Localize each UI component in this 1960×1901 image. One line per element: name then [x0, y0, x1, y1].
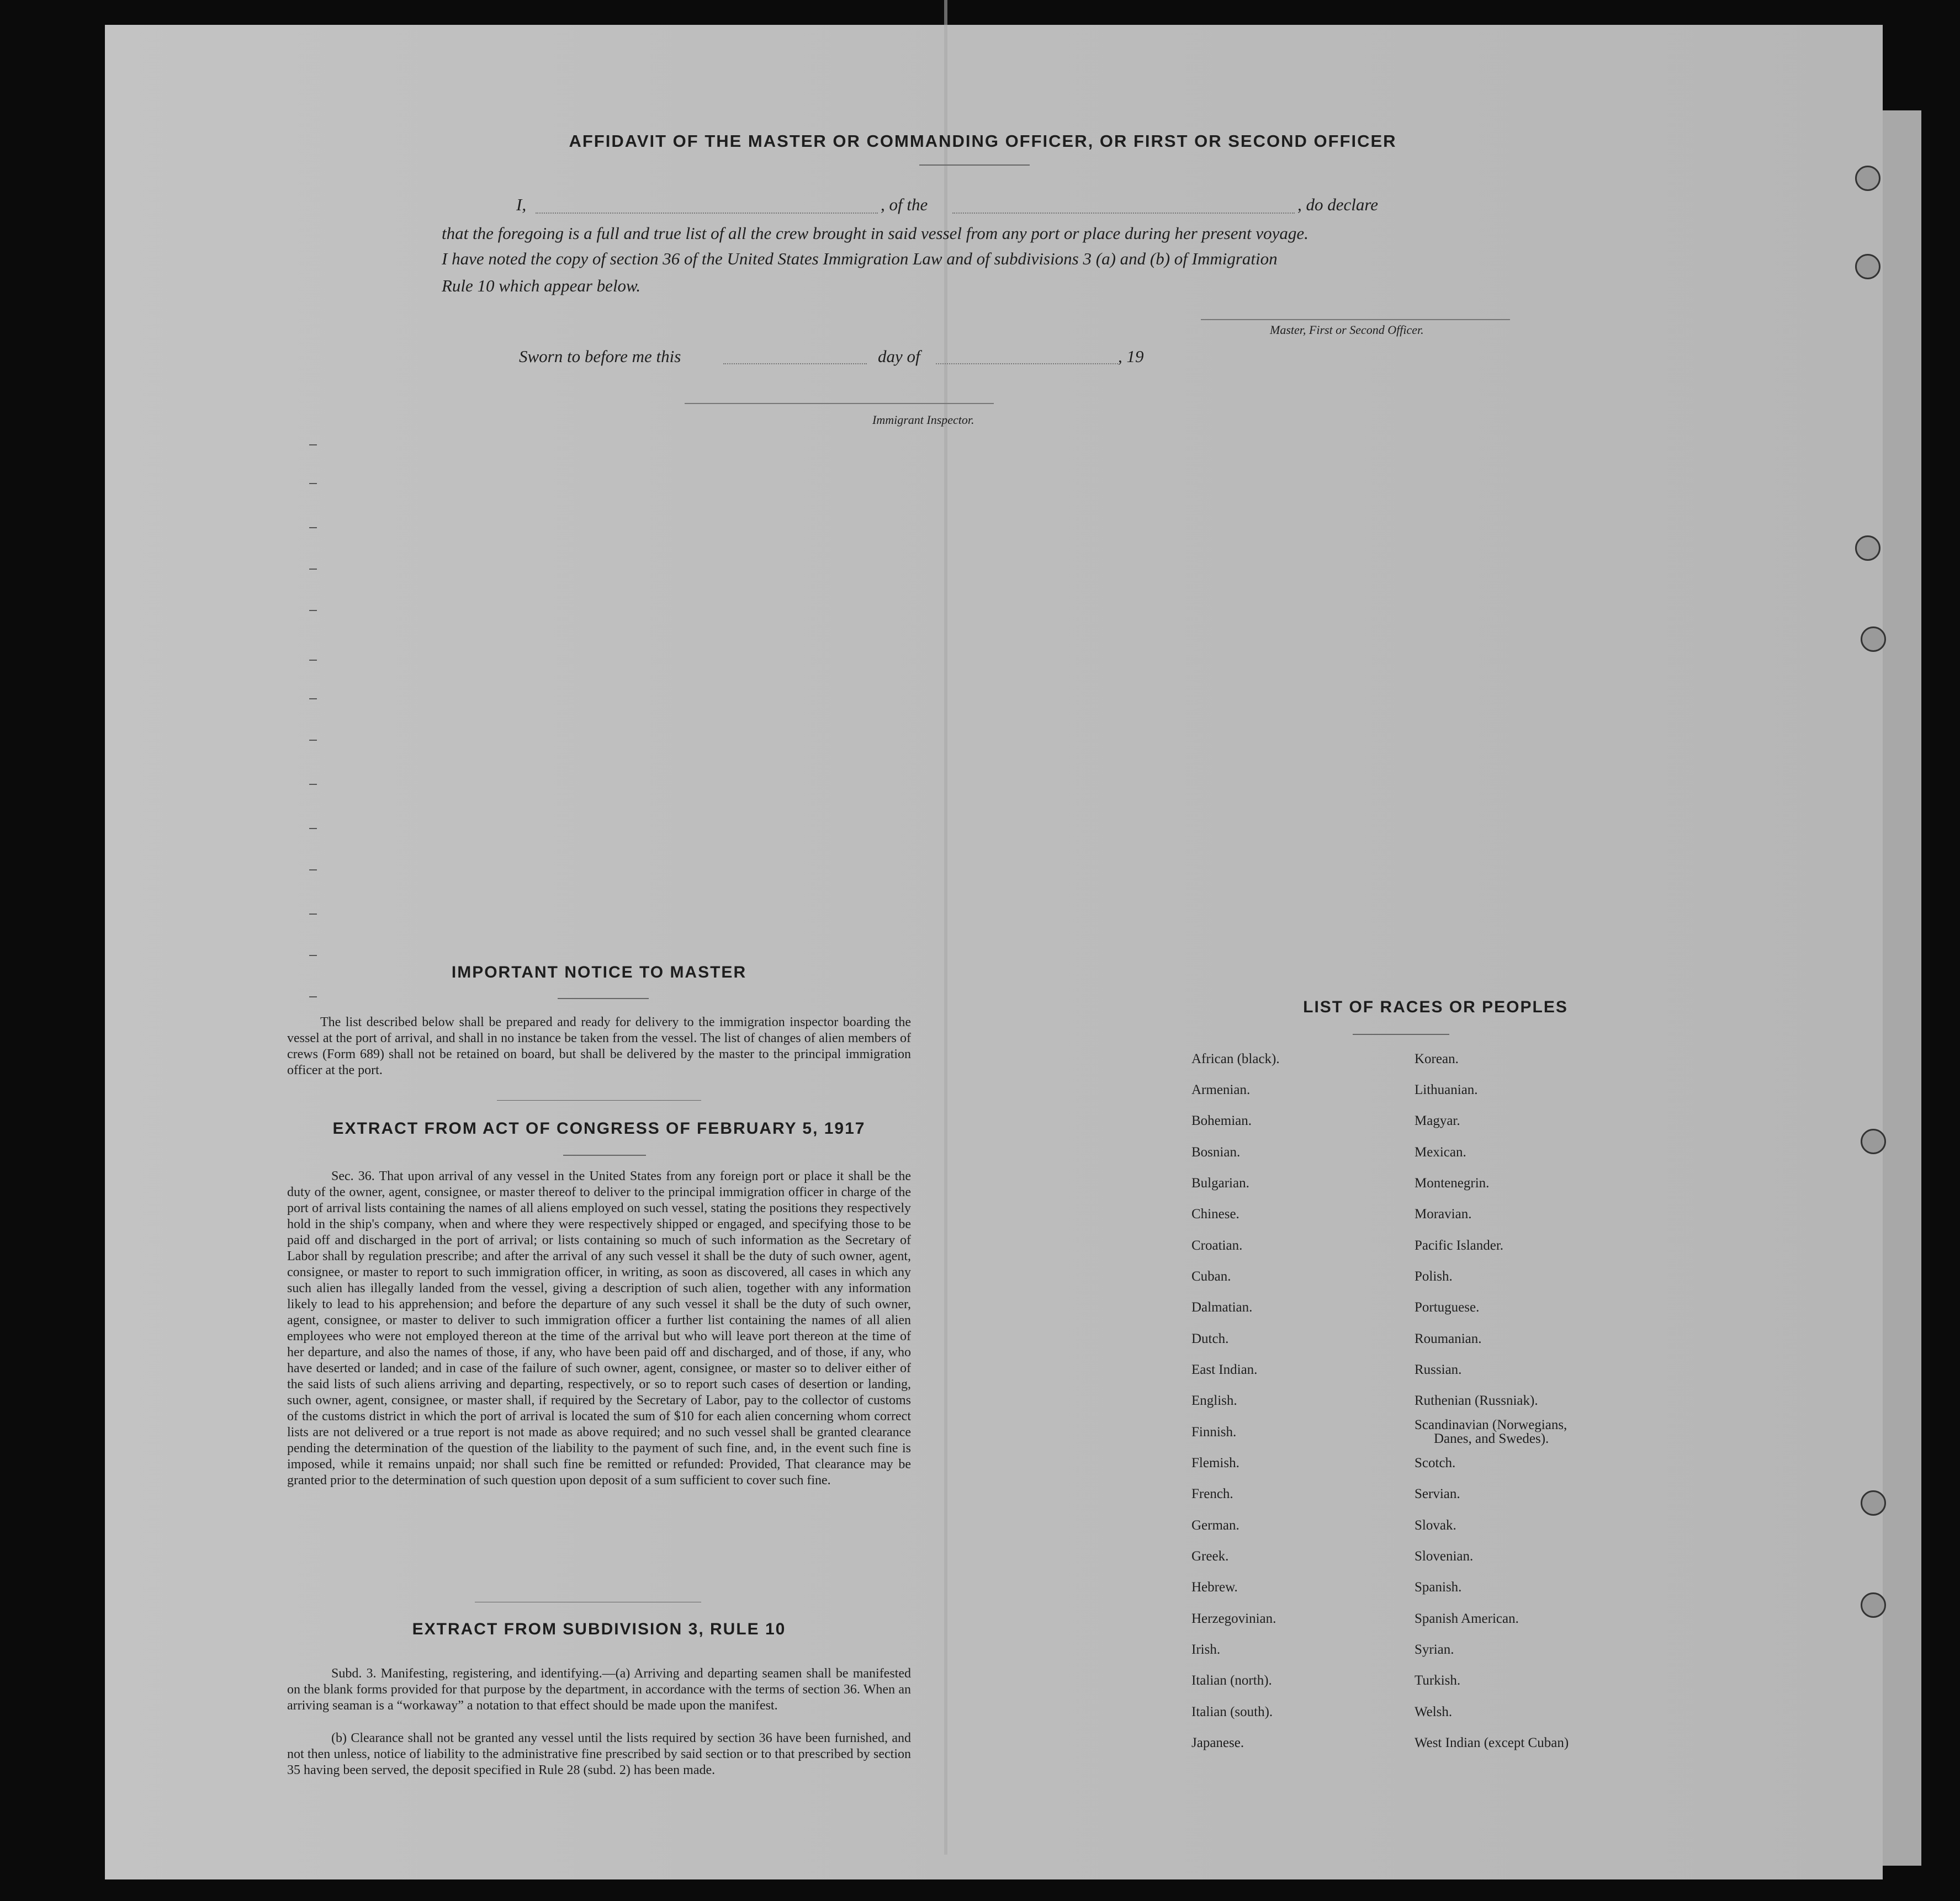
notice-title-underline — [558, 998, 649, 999]
race-item: Polish. — [1415, 1269, 1453, 1284]
act-extract-body: Sec. 36. That upon arrival of any vessel in the United States from any foreign port or place it shall be the duty of the owner, agent, consignee, or master thereof to deliver to the principal immigration officer in charge of the port of arrival lists containing the names of all aliens employed on such vessel, stating the positions they respectively hold in the ship's company, when and where they were respectively shipped or engaged, and specifying those to be paid off and discharged in the port of arrival; or lists containing so much of such information as the Secretary of Labor shall by regulation prescribe; and after the arrival of any such vessel it shall be the duty of such owner, agent, consignee, or master to report to such immigration officer, in writing, as soon as discovered, all cases in which any such alien has illegally landed from the vessel, giving a description of such alien, together with any information likely to lead to his apprehension; and before the departure of any such vessel it shall be the duty of such owner, agent, consignee, or master to deliver to such immigration officer a further list containing the names of all alien employees who were not employed thereon at the time of the arrival but who will leave port thereon at the time of her departure, and also the names of those, if any, who have been paid off and discharged, and of those, if any, who have deserted or landed; and in case of the failure of such owner, agent, consignee, or master so to deliver either of the said lists of such aliens arriving and departing, respectively, or so to report such cases of desertion or landing, such owner, agent, consignee, or master shall, if required by the Secretary of Labor, pay to the collector of customs of the customs district in which the port of arrival is located the sum of $10 for each alien concerning whom correct lists are not delivered or a true report is not made as above required; and no such vessel shall be granted clearance pending the determination of the question of the liability to the payment of such fine, and, in the event such fine is imposed, while it remains unpaid; nor shall such fine be remitted or refunded: Provided, That clearance may be granted prior to the determination of such question upon deposit of a sum sufficient to cover such fine. — [287, 1169, 911, 1488]
binder-clip — [1861, 626, 1886, 652]
race-item: Dutch. — [1191, 1331, 1229, 1346]
race-item: Turkish. — [1415, 1673, 1461, 1688]
affidavit-line-4: Rule 10 which appear below. — [442, 276, 641, 295]
race-item-continuation: Danes, and Swedes). — [1434, 1431, 1549, 1446]
i-label: I, — [516, 195, 527, 214]
affidavit-line-1 — [442, 190, 1546, 219]
sworn-line — [442, 342, 1215, 371]
race-item: Scandinavian (Norwegians, — [1415, 1417, 1567, 1432]
race-item: Hebrew. — [1191, 1580, 1238, 1595]
race-item: Spanish. — [1415, 1580, 1462, 1595]
race-item: Irish. — [1191, 1642, 1221, 1657]
race-item: Spanish American. — [1415, 1611, 1519, 1626]
race-item: Moravian. — [1415, 1207, 1472, 1222]
rule-extract-para-b: (b) Clearance shall not be granted any vessel until the lists required by section 36 have been furnished, and not then unless, notice of liability to the administrative fine prescribed by said section or to that prescribed by section 35 having been served, the deposit specified in Rule 28 (subd. 2) has been made. — [287, 1731, 911, 1777]
margin-tick — [309, 784, 317, 785]
sworn-day-field[interactable] — [723, 363, 867, 364]
margin-tick — [309, 527, 317, 528]
margin-tick — [309, 483, 317, 484]
margin-tick — [309, 444, 317, 445]
sworn-label: Sworn to before me this — [519, 347, 681, 366]
race-item: Servian. — [1415, 1486, 1460, 1501]
underlying-page-edge — [1883, 110, 1921, 1866]
rule-extract-title: EXTRACT FROM SUBDIVISION 3, RULE 10 — [412, 1620, 786, 1638]
race-item: Korean. — [1415, 1052, 1459, 1066]
binder-clip — [1855, 254, 1880, 279]
signature-line[interactable] — [1201, 319, 1510, 320]
affidavit-line-2: that the foregoing is a full and true list of all the crew brought in said vessel from any port or place during her present voyage. — [442, 224, 1309, 243]
race-item: Syrian. — [1415, 1642, 1454, 1657]
document-page — [105, 25, 1883, 1879]
binder-clip — [1855, 166, 1880, 191]
inspector-signature-line[interactable] — [685, 403, 994, 404]
race-item: Japanese. — [1191, 1735, 1244, 1750]
race-item: Bohemian. — [1191, 1113, 1252, 1128]
act-extract-title: EXTRACT FROM ACT OF CONGRESS OF FEBRUARY 5, 1917 — [332, 1119, 866, 1138]
race-item: German. — [1191, 1518, 1239, 1533]
race-item: Herzegovinian. — [1191, 1611, 1276, 1626]
officer-name-field[interactable] — [536, 213, 878, 214]
binder-clip — [1855, 535, 1880, 561]
race-item: Montenegrin. — [1415, 1176, 1490, 1191]
race-item: Lithuanian. — [1415, 1082, 1478, 1097]
of-the-label: , of the — [881, 195, 928, 214]
race-item: Portuguese. — [1415, 1300, 1480, 1315]
rule-extract-para-a: Subd. 3. Manifesting, registering, and identifying.—(a) Arriving and departing seamen shall be manifested on the blank forms provided for that purpose by the department, in accordance with the terms of section 36. When an arriving seaman is a “workaway” a notation to that effect should be made upon the manifest. — [287, 1666, 911, 1713]
race-item: French. — [1191, 1486, 1233, 1501]
race-item: Armenian. — [1191, 1082, 1251, 1097]
margin-tick — [309, 569, 317, 570]
race-item: Bosnian. — [1191, 1145, 1241, 1160]
notice-body: The list described below shall be prepared and ready for delivery to the immigration inspector boarding the vessel at the port of arrival, and shall in no instance be taken from the vessel. The list of changes of alien members of crews (Form 689) shall not be retained on board, but shall be delivered by the master to the principal immigration officer at the port. — [287, 1015, 911, 1077]
race-item: Cuban. — [1191, 1269, 1231, 1284]
binder-clip — [1861, 1490, 1886, 1516]
do-declare-label: , do declare — [1297, 195, 1379, 214]
affidavit-line-3: I have noted the copy of section 36 of the United States Immigration Law and of subdivisions 3 (a) and (b) of Immigration — [442, 249, 1278, 268]
race-item: Roumanian. — [1415, 1331, 1482, 1346]
race-item: Pacific Islander. — [1415, 1238, 1504, 1253]
margin-tick — [309, 914, 317, 915]
race-item: Scotch. — [1415, 1456, 1456, 1470]
margin-tick — [309, 996, 317, 997]
margin-tick — [309, 740, 317, 741]
race-item: Italian (south). — [1191, 1704, 1273, 1719]
race-item: Slovenian. — [1415, 1549, 1474, 1564]
signature-caption: Master, First or Second Officer. — [1270, 323, 1424, 337]
race-item: East Indian. — [1191, 1362, 1258, 1377]
race-item: West Indian (except Cuban) — [1415, 1735, 1569, 1750]
race-item: Greek. — [1191, 1549, 1229, 1564]
race-item: Flemish. — [1191, 1456, 1239, 1470]
races-title-underline — [1353, 1034, 1449, 1035]
inspector-caption: Immigrant Inspector. — [872, 413, 974, 427]
race-item: Croatian. — [1191, 1238, 1243, 1253]
binder-clip — [1861, 1129, 1886, 1154]
binder-clip — [1861, 1592, 1886, 1618]
margin-tick — [309, 955, 317, 956]
affidavit-title-underline — [919, 164, 1030, 166]
race-item: Welsh. — [1415, 1704, 1453, 1719]
act-title-underline — [563, 1155, 646, 1156]
race-item: English. — [1191, 1393, 1237, 1408]
race-item: Bulgarian. — [1191, 1176, 1249, 1191]
notice-divider — [497, 1100, 701, 1101]
margin-tick — [309, 610, 317, 611]
race-item: Ruthenian (Russniak). — [1415, 1393, 1538, 1408]
race-item: Slovak. — [1415, 1518, 1456, 1533]
races-title: LIST OF RACES OR PEOPLES — [1303, 998, 1568, 1016]
notice-title: IMPORTANT NOTICE TO MASTER — [451, 963, 747, 981]
sworn-month-field[interactable] — [936, 363, 1118, 364]
margin-tick — [309, 828, 317, 829]
year-label: , 19 — [1118, 347, 1144, 366]
margin-tick — [309, 698, 317, 699]
vessel-name-field[interactable] — [952, 213, 1295, 214]
day-of-label: day of — [878, 347, 920, 366]
race-item: Finnish. — [1191, 1425, 1237, 1440]
margin-tick — [309, 660, 317, 661]
race-item: Chinese. — [1191, 1207, 1239, 1222]
race-item: Dalmatian. — [1191, 1300, 1253, 1315]
affidavit-title: AFFIDAVIT OF THE MASTER OR COMMANDING OFFICER, OR FIRST OR SECOND OFFICER — [569, 131, 1397, 151]
race-item: Magyar. — [1415, 1113, 1460, 1128]
race-item: Russian. — [1415, 1362, 1462, 1377]
margin-tick — [309, 869, 317, 870]
race-item: African (black). — [1191, 1052, 1280, 1066]
race-item: Italian (north). — [1191, 1673, 1272, 1688]
race-item: Mexican. — [1415, 1145, 1466, 1160]
